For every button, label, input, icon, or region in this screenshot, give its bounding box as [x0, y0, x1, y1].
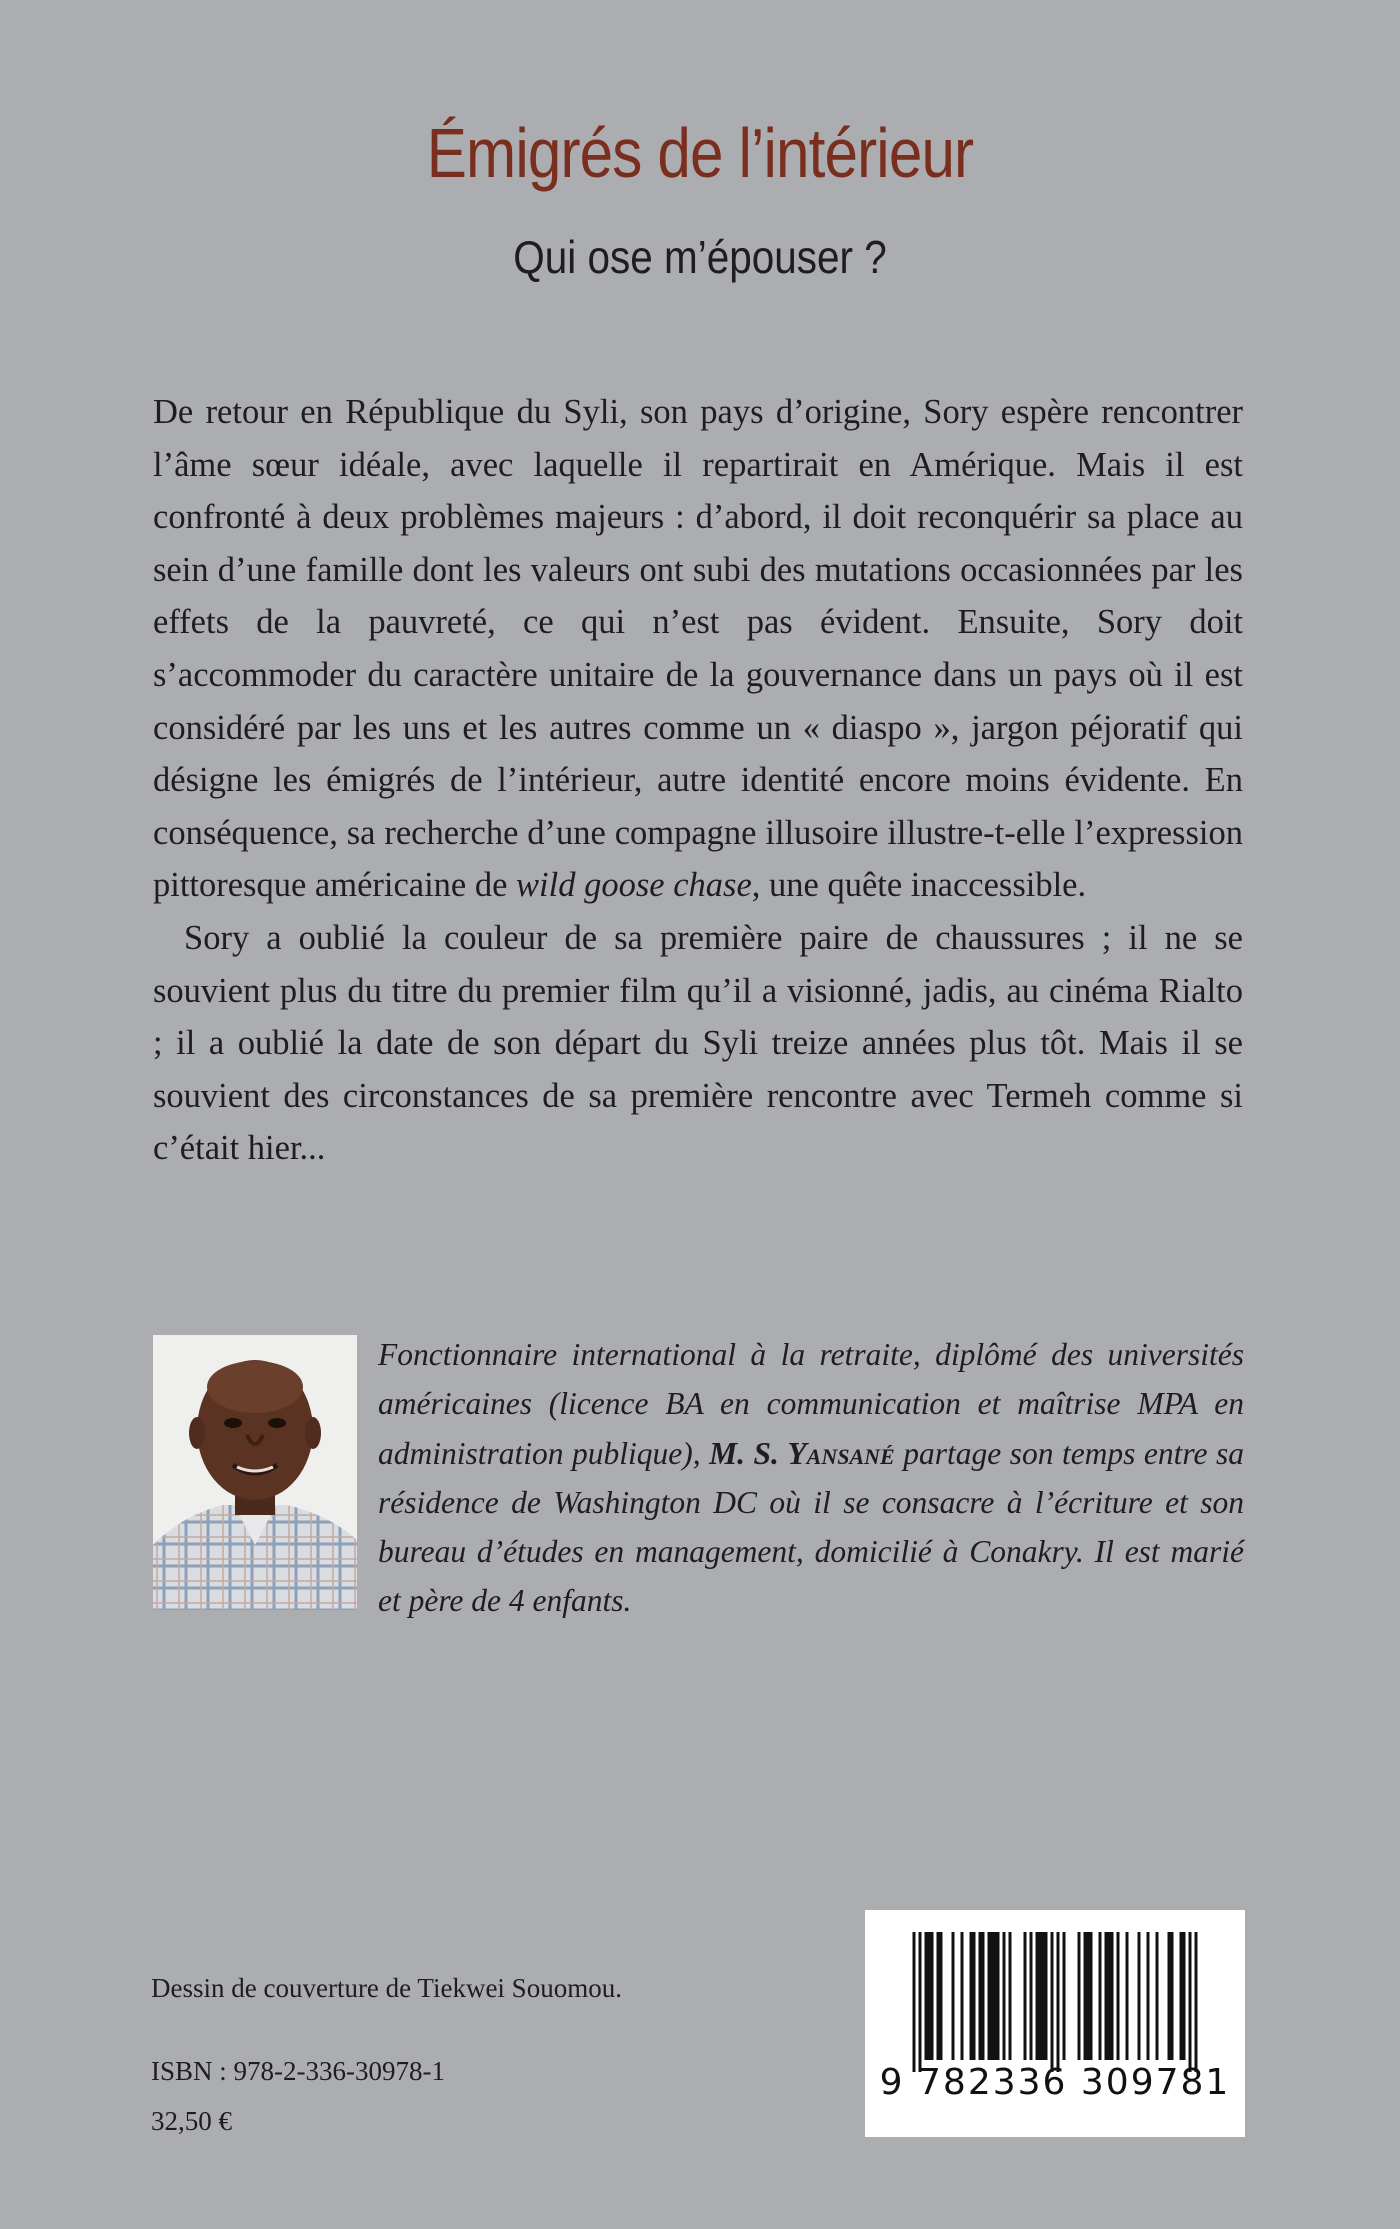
barcode-bar — [1099, 1932, 1102, 2060]
barcode-bar — [1039, 1932, 1042, 2060]
author-portrait-icon — [153, 1335, 357, 1610]
barcode-bar — [1189, 1932, 1192, 2072]
author-initials: M. S. — [709, 1435, 788, 1471]
barcode-bar — [1108, 1932, 1111, 2060]
barcode-bar — [1045, 1932, 1048, 2060]
author-bio — [378, 1330, 1244, 1626]
back-cover-blurb — [153, 386, 1243, 1175]
barcode-bar — [931, 1932, 934, 2060]
barcode-bar — [913, 1932, 916, 2072]
barcode-bar — [1063, 1932, 1066, 2060]
price: 32,50 € — [151, 2106, 232, 2136]
barcode-bar — [1183, 1932, 1186, 2060]
barcode-digits: 9 782336 309781 — [879, 2062, 1231, 2103]
barcode-bar — [1180, 1932, 1183, 2060]
book-title: Émigrés de l’intérieur — [426, 114, 974, 192]
book-subtitle: Qui ose m’épouser ? — [513, 231, 887, 283]
barcode-bar — [1195, 1932, 1198, 2072]
barcode-bar — [970, 1932, 973, 2060]
barcode-bar — [1030, 1932, 1033, 2060]
barcode-bar — [973, 1932, 976, 2060]
barcode-bar — [1105, 1932, 1108, 2060]
barcode-bar — [961, 1932, 964, 2060]
barcode-bar — [1003, 1932, 1006, 2060]
blurb-text: De retour en République du Syli, son pays d’origine, Sory espère rencontrer l’âme sœur idéale, avec laquelle il repartirait en Amérique. Mais il est confronté à deux problèmes majeurs : d’abord, il doit reconquérir sa place au sein d’une famille dont les valeurs ont subi des mutations occasionnées par les effets de la pauvreté, ce qui n’est pas évident. Ensuite, Sory doit s’accommoder du caractère unitaire de la gouvernance dans un pays où il est considéré par les uns et les autres comme un « diaspo », jargon péjoratif qui désigne les émigrés de l’intérieur, autre identité encore moins évidente. En conséquence, sa recherche d’une compagne illusoire illustre-t-elle l’expression pittoresque américaine de — [153, 393, 1243, 905]
barcode-bar — [1171, 1932, 1174, 2060]
barcode-bar — [940, 1932, 943, 2060]
barcode-bar — [1051, 1932, 1054, 2072]
barcode-bar — [1057, 1932, 1060, 2072]
barcode-bar — [1147, 1932, 1150, 2060]
barcode-bar — [1111, 1932, 1114, 2060]
barcode — [865, 1910, 1245, 2137]
barcode-bar — [928, 1932, 931, 2060]
barcode-bar — [1117, 1932, 1120, 2060]
barcode-bar — [982, 1932, 985, 2060]
barcode-bar — [1042, 1932, 1045, 2060]
author-surname: Yansané — [787, 1435, 895, 1471]
blurb-paragraph-1 — [153, 386, 1243, 912]
barcode-bar — [1156, 1932, 1159, 2060]
barcode-bar — [1087, 1932, 1090, 2060]
author-bio-text: Fonctionnaire international à la retraite, diplômé des universités américaines (licence BA en communication et maîtrise MPA en administration publique), — [378, 1337, 1244, 1471]
author-photo — [153, 1335, 357, 1610]
cover-credit: Dessin de couverture de Tiekwei Souomou. — [151, 1973, 622, 2003]
author-bio-text-end: partage son temps entre sa résidence de Washington DC où il se consacre à l’écriture et son bureau d’études en management, domicilié à Conakry. Il est marié et père de 4 enfants. — [378, 1435, 1244, 1619]
blurb-text-end: , une quête inaccessible. — [751, 866, 1087, 905]
author-name — [709, 1436, 895, 1471]
barcode-bar — [937, 1932, 940, 2060]
barcode-bar — [997, 1932, 1000, 2060]
barcode-bar — [919, 1932, 922, 2072]
blurb-paragraph-2: Sory a oublié la couleur de sa première paire de chaussures ; il ne se souvient plus du titre du premier film qu’il a visionné, jadis, au cinéma Rialto ; il a oublié la date de son départ du Syli treize années plus tôt. Mais il se souvient des circonstances de sa première rencontre avec Termeh comme si c’était hier... — [153, 918, 1243, 1168]
barcode-bar — [952, 1932, 955, 2060]
barcode-bar — [1090, 1932, 1093, 2060]
barcode-bar — [979, 1932, 982, 2060]
barcode-bar — [994, 1932, 997, 2060]
barcode-bar — [991, 1932, 994, 2060]
blurb-italic-phrase: wild goose chase — [516, 866, 752, 905]
barcode-bar — [1126, 1932, 1129, 2060]
barcode-bar — [925, 1932, 928, 2060]
barcode-bar — [1168, 1932, 1171, 2060]
barcode-bar — [1036, 1932, 1039, 2060]
barcode-bar — [1009, 1932, 1012, 2060]
barcode-bar — [1138, 1932, 1141, 2060]
barcode-bar — [1078, 1932, 1081, 2060]
barcode-bar — [1084, 1932, 1087, 2060]
barcode-bar — [988, 1932, 991, 2060]
barcode-bar — [1024, 1932, 1027, 2060]
isbn: ISBN : 978-2-336-30978-1 — [151, 2056, 445, 2086]
